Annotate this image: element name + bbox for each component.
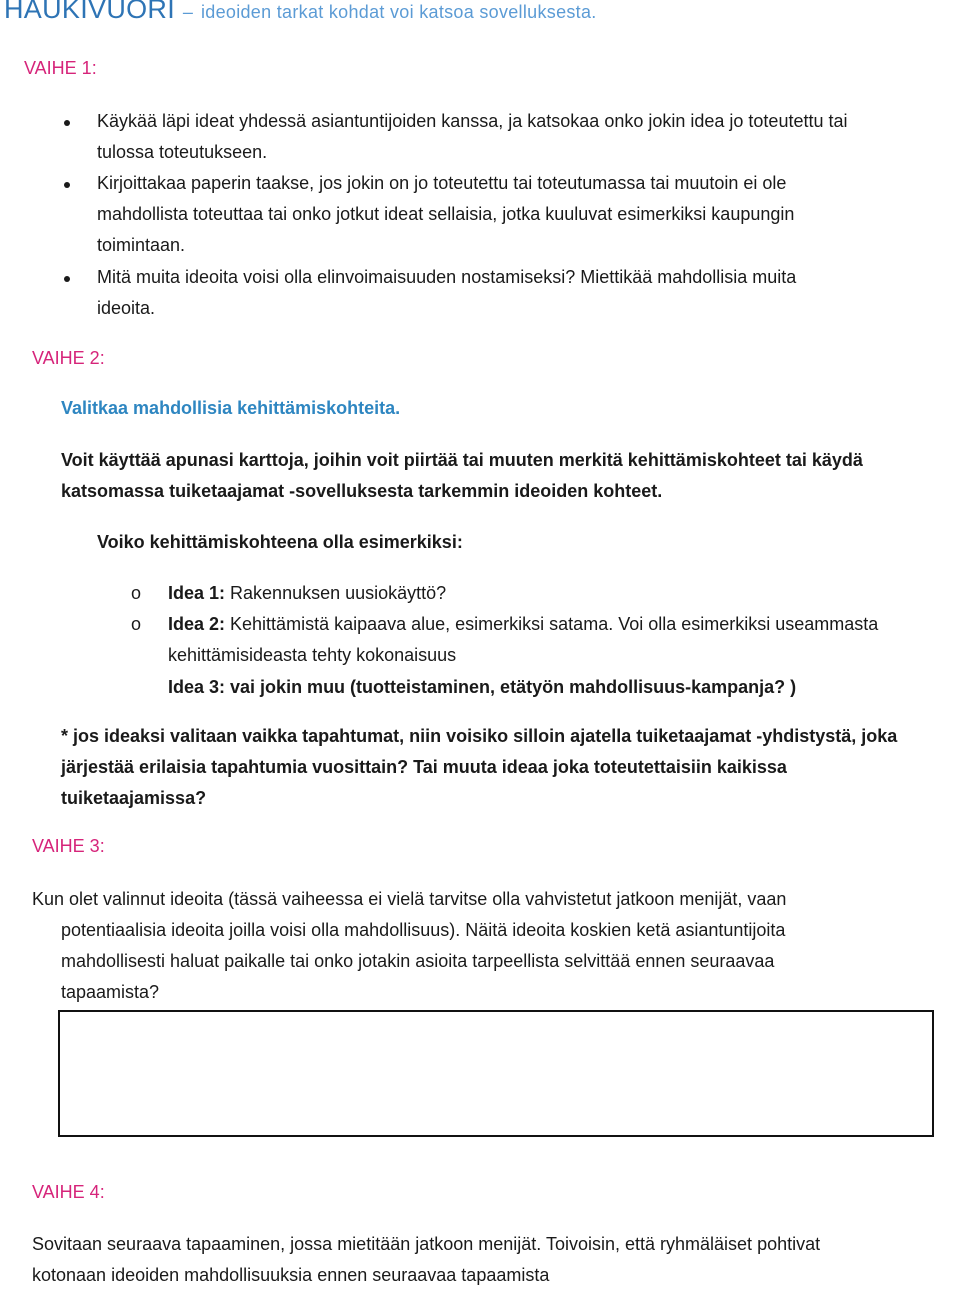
phase2-intro xyxy=(61,445,956,507)
phase3-label: VAIHE 3: xyxy=(32,836,105,856)
phase1-bullet-2 xyxy=(97,168,947,261)
intro-line-1: Voit käyttää apunasi karttoja, joihin voit piirtää tai muuten merkitä kehittämiskohteet tai käydä xyxy=(61,450,863,470)
title-subtitle: ideoiden tarkat kohdat voi katsoa sovelluksesta. xyxy=(200,2,597,22)
note-line-2: järjestää erilaisia tapahtumia vuosittain? Tai muuta ideaa joka toteutettaisiin kaikissa xyxy=(61,757,787,777)
phase4-line-2: kotonaan ideoiden mahdollisuuksia ennen seuraavaa tapaamista xyxy=(32,1265,550,1285)
bullet-2-line-1: Kirjoittakaa paperin taakse, jos jokin on jo toteutettu tai toteutumassa tai muutoin ei ole xyxy=(97,173,787,193)
phase1-label: VAIHE 1: xyxy=(24,58,97,78)
page-title xyxy=(4,0,597,25)
circle-bullet-icon: o xyxy=(131,614,142,634)
phase1-bullet-1 xyxy=(97,106,947,168)
idea-2-text: Kehittämistä kaipaava alue, esimerkiksi satama. xyxy=(225,614,614,634)
bullet-icon xyxy=(64,276,70,282)
bullet-2-line-3: toimintaan. xyxy=(97,235,186,255)
phase3-line-3: mahdollisesti haluat paikalle tai onko jotakin asioita tarpeellista selvittää ennen seuraavaa xyxy=(61,951,775,971)
title-dash: – xyxy=(182,2,194,22)
examples-heading: Voiko kehittämiskohteena olla esimerkiksi: xyxy=(97,532,463,552)
idea-2 xyxy=(168,609,958,671)
answer-box[interactable] xyxy=(58,1010,934,1137)
idea-3-label: Idea 3: xyxy=(168,677,226,697)
title-text: HAUKIVUORI xyxy=(4,0,176,24)
idea-2-extra: Voi olla esimerkiksi useammasta xyxy=(613,614,879,634)
bullet-1-line-1: Käykää läpi ideat yhdessä asiantuntijoiden kanssa, ja katsokaa onko jokin idea jo toteutettu tai xyxy=(97,111,848,131)
note-line-1: * jos ideaksi valitaan vaikka tapahtumat, niin voisiko silloin ajatella tuiketaajamat -yhdistystä, joka xyxy=(61,726,898,746)
bullet-1-line-2: tulossa toteutukseen. xyxy=(97,142,268,162)
phase3-line-4: tapaamista? xyxy=(61,982,160,1002)
phase2-note xyxy=(61,721,959,814)
phase4-line-1: Sovitaan seuraava tapaaminen, jossa mietitään jatkoon menijät. Toivoisin, että ryhmäläiset pohtivat xyxy=(32,1234,821,1254)
circle-bullet-icon: o xyxy=(131,583,142,603)
idea-3-text: vai jokin muu (tuotteistaminen, etätyön mahdollisuus-kampanja? ) xyxy=(225,677,797,697)
idea-3 xyxy=(168,672,796,703)
bullet-icon xyxy=(64,182,70,188)
phase4-label: VAIHE 4: xyxy=(32,1182,105,1202)
bullet-3-line-2: ideoita. xyxy=(97,298,156,318)
idea-2-label: Idea 2: xyxy=(168,614,226,634)
idea-2-line-2: kehittämisideasta tehty kokonaisuus xyxy=(168,645,457,665)
idea-1-text: Rakennuksen uusiokäyttö? xyxy=(225,583,447,603)
idea-1 xyxy=(168,578,446,609)
note-line-3: tuiketaajamissa? xyxy=(61,788,207,808)
phase3-line-2: potentiaalisia ideoita joilla voisi olla mahdollisuus). Näitä ideoita koskien ketä asiantuntijoita xyxy=(61,920,786,940)
bullet-2-line-2: mahdollista toteuttaa tai onko jotkut ideat sellaisia, jotka kuuluvat esimerkiksi kaupungin xyxy=(97,204,795,224)
bullet-icon xyxy=(64,120,70,126)
phase2-label: VAIHE 2: xyxy=(32,348,105,368)
phase1-bullet-3 xyxy=(97,262,947,324)
phase2-heading: Valitkaa mahdollisia kehittämiskohteita. xyxy=(61,398,401,418)
idea-1-label: Idea 1: xyxy=(168,583,226,603)
intro-line-2: katsomassa tuiketaajamat -sovelluksesta tarkemmin ideoiden kohteet. xyxy=(61,481,663,501)
phase3-text xyxy=(32,884,932,1008)
bullet-3-line-1: Mitä muita ideoita voisi olla elinvoimaisuuden nostamiseksi? Miettikää mahdollisia muita xyxy=(97,267,797,287)
phase3-line-1: Kun olet valinnut ideoita (tässä vaiheessa ei vielä tarvitse olla vahvistetut jatkoon menijät, vaan xyxy=(32,889,787,909)
phase4-text xyxy=(32,1229,947,1291)
